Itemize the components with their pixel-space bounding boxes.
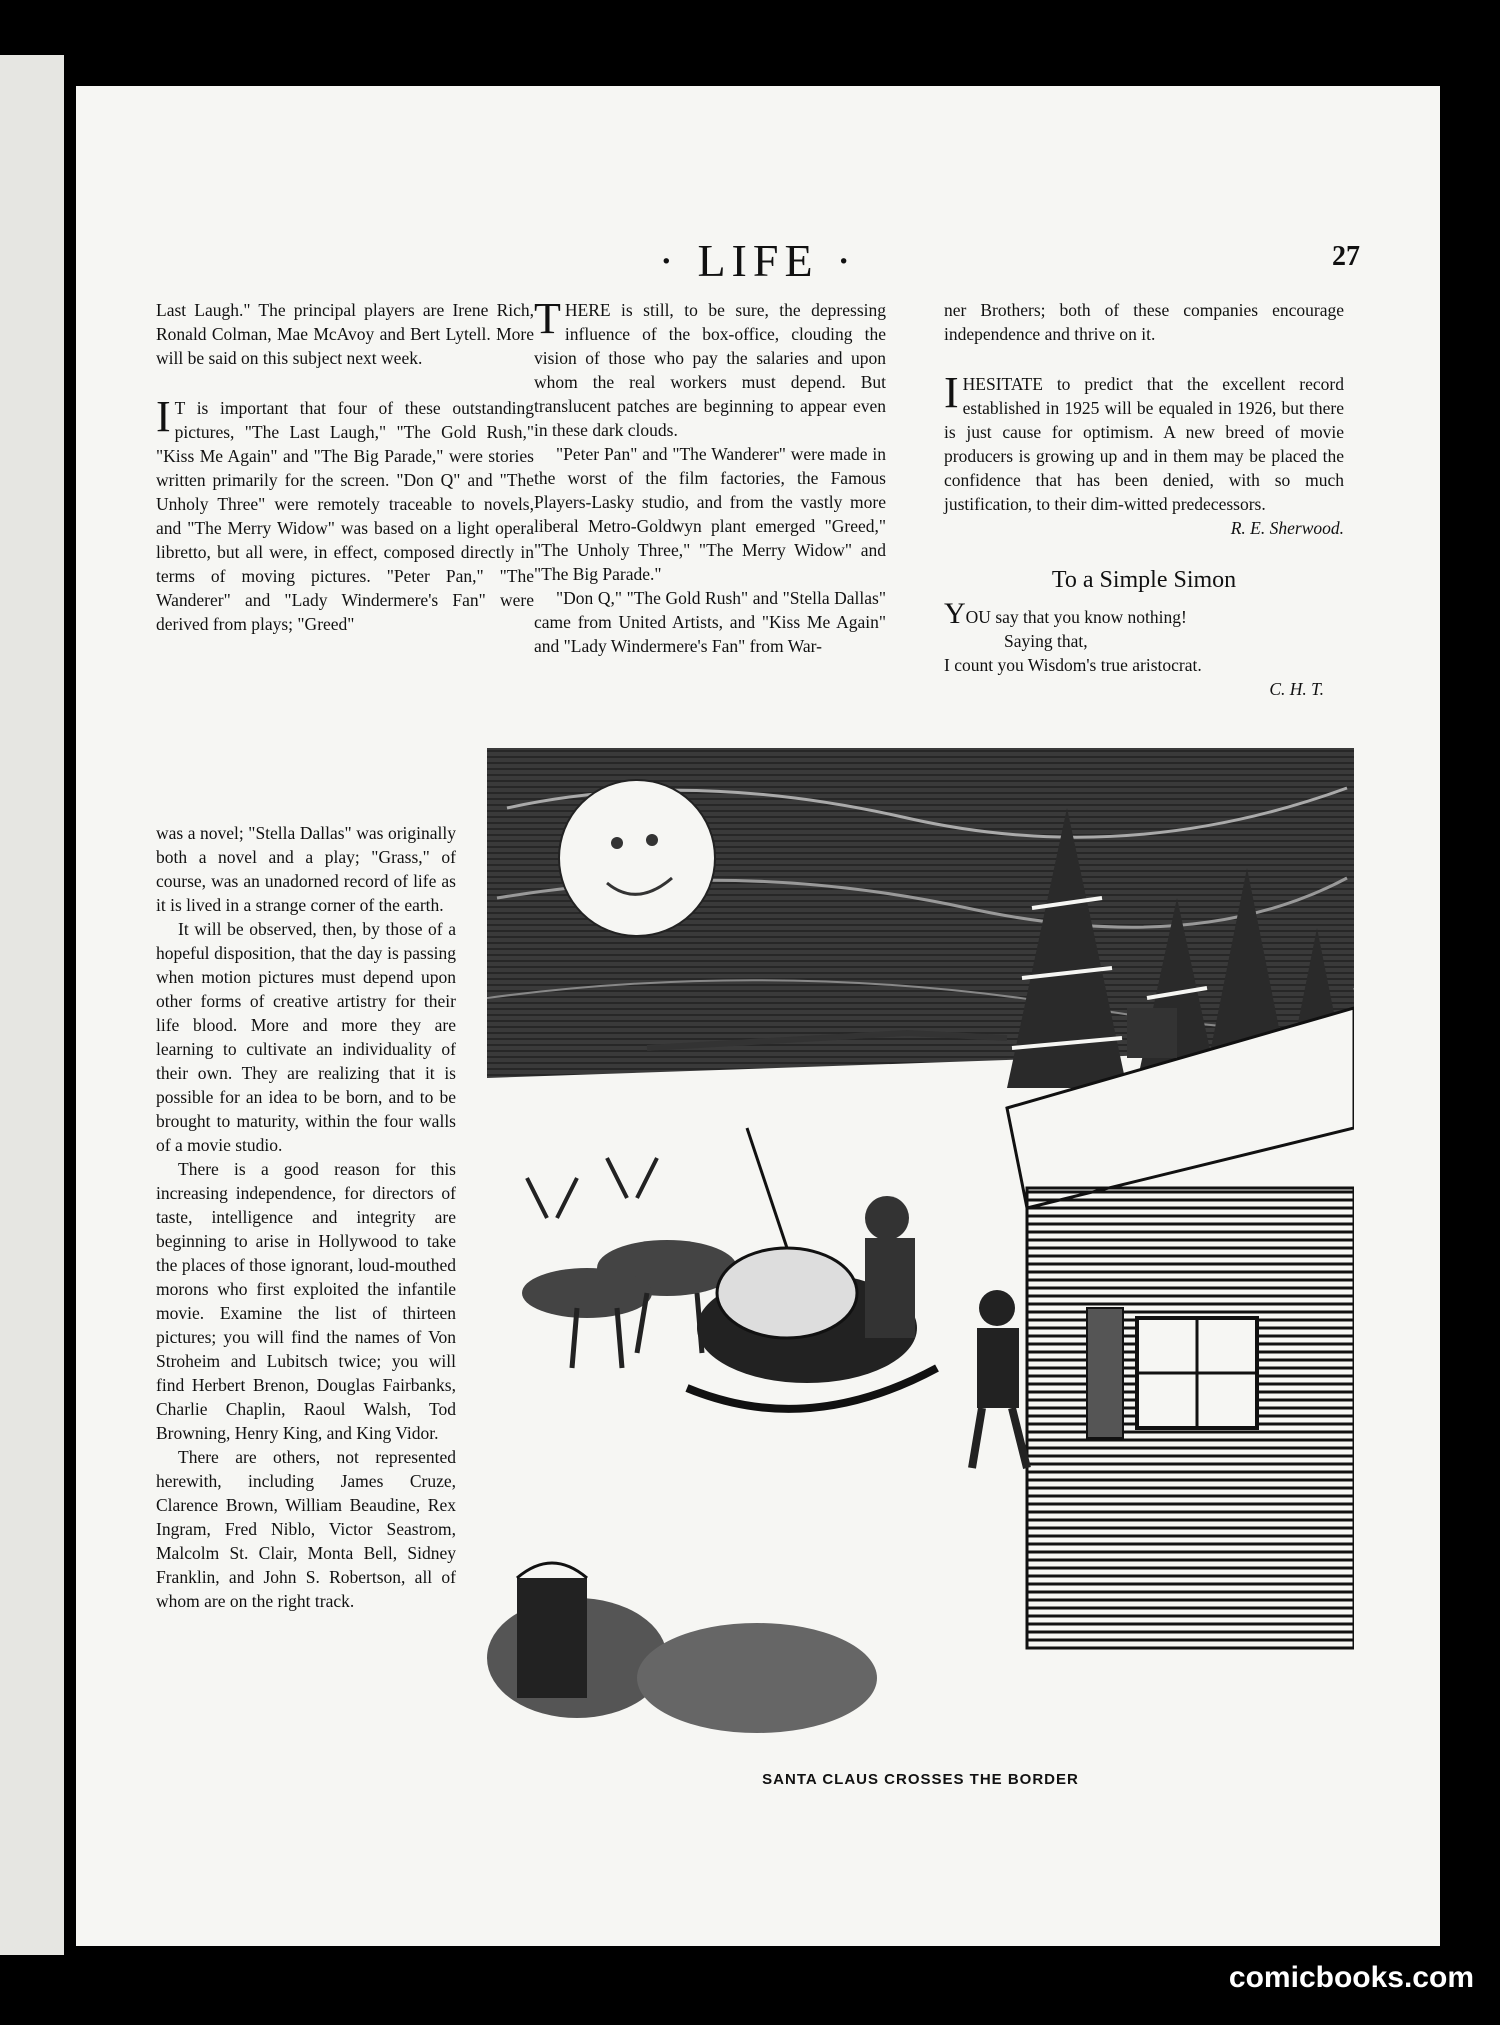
column-1-top (156, 298, 534, 636)
masthead: · LIFE · (658, 235, 858, 286)
drop-cap: T (534, 294, 561, 343)
col2-paragraph-2: "Peter Pan" and "The Wanderer" were made in the worst of the film factories, the Famous Players-Lasky studio, and from the vastly more liberal Metro-Goldwyn plant emerged "Greed," "The Unholy Three," "The Merry Widow" and "The Big Parade." (534, 444, 886, 584)
illustration-drawing (487, 748, 1354, 1756)
poem-line-1: YOU say that you know nothing! (944, 597, 1187, 630)
poem-line-2: Saying that, (1004, 631, 1088, 651)
poem-signature: C. H. T. (1269, 679, 1324, 699)
previous-page-edge (0, 55, 64, 1955)
col1-paragraph-3: It will be observed, then, by those of a hopeful disposition, that the day is passing when motion pictures must depend upon other forms of creative artistry for their life blood. More and more they are learning to cultivate an individuality of their own. They are realizing that it is possible for an idea to be born, and to be brought to maturity, within the four walls of a movie studio. (156, 919, 456, 1155)
illustration-santa-sleigh (487, 748, 1354, 1756)
col3-paragraph-1: ner Brothers; both of these companies encourage independence and thrive on it. (944, 300, 1344, 344)
col1-paragraph-2-cont: was a novel; "Stella Dallas" was originally both a novel and a play; "Grass," of course, was an unadorned record of life as it is lived in a strange corner of the earth. (156, 823, 456, 915)
poem-title: To a Simple Simon (1051, 567, 1237, 593)
page-number: 27 (1332, 241, 1360, 272)
col2-paragraph-3: "Don Q," "The Gold Rush" and "Stella Dallas" came from United Artists, and "Kiss Me Again" and "Lady Windermere's Fan" from War- (534, 588, 886, 656)
col1-paragraph-5: There are others, not represented herewith, including James Cruze, Clarence Brown, William Beaudine, Rex Ingram, Fred Niblo, Victor Seastrom, Malcolm St. Clair, Monta Bell, Sidney Franklin, and John S. Robertson, all of whom are on the right track. (156, 1447, 456, 1611)
magazine-page (76, 86, 1440, 1946)
column-2 (534, 294, 886, 658)
drop-cap: Y (944, 597, 966, 630)
drop-cap: I (944, 368, 959, 417)
col3-paragraph-2: IHESITATE to predict that the excellent record established in 1925 will be equaled in 1926, but there is just cause for optimism. A new breed of movie producers is growing up and in them may be placed the confidence that has been denied, with so much justification, to their dim-witted predecessors. (944, 368, 1344, 514)
col1-paragraph-2: I T is important that four of these outstanding pictures, "The Last Laugh," "The Gold Rush," "Kiss Me Again" and "The Big Parade," were stories written primarily for the screen. "Don Q" and "The Unholy Three" were remotely traceable to novels, and "The Merry Widow" was based on a light opera libretto, but all were, in effect, composed directly in terms of moving pictures. "Peter Pan," "The Wanderer" and "Lady Windermere's Fan" were derived from plays; "Greed" (156, 392, 534, 634)
column-3 (944, 298, 1344, 701)
col1-paragraph-1: Last Laugh." The principal players are Irene Rich, Ronald Colman, Mae McAvoy and Bert Lytell. More will be said on this subject next week. (156, 300, 534, 368)
author-signature: R. E. Sherwood. (1230, 518, 1344, 538)
col2-paragraph-1: THERE is still, to be sure, the depressing influence of the box-office, clouding the vision of those who pay the salaries and upon whom the real workers must depend. But translucent patches are beginning to appear even in these dark clouds. (534, 294, 886, 440)
column-1-bottom (156, 821, 456, 1613)
watermark: comicbooks.com (1228, 1961, 1474, 1994)
poem (944, 597, 1344, 701)
drop-cap: I (156, 392, 171, 441)
poem-line-3: I count you Wisdom's true aristocrat. (944, 655, 1202, 675)
col1-paragraph-4: There is a good reason for this increasing independence, for directors of taste, intelligence and integrity are beginning to arise in Hollywood to take the places of those ignorant, loud-mouthed morons who first exploited the infantile movie. Examine the list of thirteen pictures; you will find the names of Von Stroheim and Lubitsch twice; you will find Herbert Brenon, Douglas Fairbanks, Charlie Chaplin, Raoul Walsh, Tod Browning, Henry King, and King Vidor. (156, 1159, 456, 1443)
illustration-caption: SANTA CLAUS CROSSES THE BORDER (762, 1771, 1079, 1788)
